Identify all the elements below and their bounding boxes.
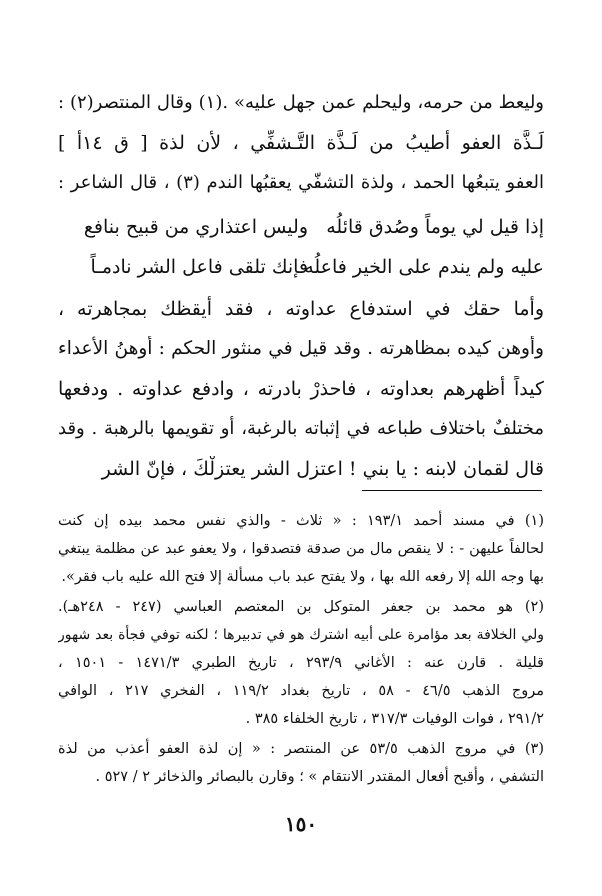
footnote-line: ولي الخلافة بعد مؤامرة على أبيه اشترك هو في تدبيرها ؛ لكنه توفي فجأة بعد شهور: [58, 627, 544, 643]
footnote-separator: [362, 490, 542, 491]
footnote-line: (٢) هو محمد بن جعفر المتوكل بن المعتصم العباسي (٢٤٧ - ٢٤٨هـ).: [58, 599, 544, 615]
poem-hemistich-right: إذا قيل لي يوماً وصُدق قائلُه: [326, 216, 544, 238]
poem-hemistich-right: عليه ولم يندم على الخير فاعلُه: [304, 256, 544, 278]
body-line: مختلفٌ باختلاف طباعه في إثباته بالرغبة، أو تقويمها بالرهبة . وقد: [58, 418, 544, 439]
footnote-line: لحالفاً عليهن - : لا ينقص مال من صدقة فتصدقوا ، ولا يعفو عبد عن مظلمة يبتغي: [58, 541, 544, 557]
body-line: قال لقمان لابنه : يا بني ! اعتزل الشر يعتزلْكَ ، فإنّ الشر: [101, 458, 544, 480]
page-number: ١٥٠: [284, 812, 318, 836]
footnote-line: التشفي ، وأقبح أفعال المقتدر الانتقام » ؛ وقارن بالبصائر والذخائر ٢ / ٥٢٧ .: [95, 769, 544, 785]
body-line: لَـذَّة العفو أطيبُ من لَـذَّة التَّـشفِّي ، لأن لذة [ ق ١٤أ ]: [58, 132, 544, 154]
footnote-line: ٢٩١/٢ ، فوات الوفيات ٣١٧/٣ ، تاريخ الخلفاء ٣٨٥ .: [245, 711, 544, 727]
footnote-line: (١) في مسند أحمد ١٩٣/١ : « ثلاث - والذي نفس محمد بيده إن كنت: [58, 513, 544, 529]
footnote-line: (٣) في مروج الذهب ٥٣/٥ عن المنتصر : « إن لذة العفو أعذب من لذة: [58, 741, 544, 757]
poem-hemistich-left: فإنك تلقى فاعل الشر نادمـاً: [90, 256, 308, 278]
body-line: وليعط من حرمه، وليحلم عمن جهل عليه» .(١) وقال المنتصر(٢) :: [58, 92, 544, 113]
body-line: وأما حقك في استدفاع عداوته ، فقد أيقظك بمجاهرته ،: [58, 298, 544, 320]
body-line: وأوهن كيده بمظاهرته . وقد قيل في منثور الحكم : أوهنُ الأعداء: [58, 338, 544, 359]
body-line: العفو يتبعُها الحمد ، ولذة التشفّي يعقبُها الندم (٣) ، قال الشاعر :: [58, 172, 544, 193]
footnote-line: قليلة . قارن عنه : الأغاني ٢٩٣/٩ ، تاريخ الطبري ١٤٧١/٣ - ١٥٠١ ،: [58, 655, 544, 671]
body-line: كيداً أظهرهم بعداوته ، فاحذرْ بادرته ، وادفع عداوته . ودفعها: [58, 378, 544, 400]
poem-hemistich-left: وليس اعتذاري من قبيح بنافع: [83, 216, 308, 238]
footnote-line: مروج الذهب ٤٦/٥ - ٥٨ ، تاريخ بغداد ١١٩/٢ ، الفخري ٢١٧ ، الوافي: [58, 683, 544, 699]
footnote-line: بها وجه الله إلا رفعه الله بها ، ولا يفتح عبد باب مسألة إلا فتح الله عليه باب فقر».: [61, 569, 544, 585]
